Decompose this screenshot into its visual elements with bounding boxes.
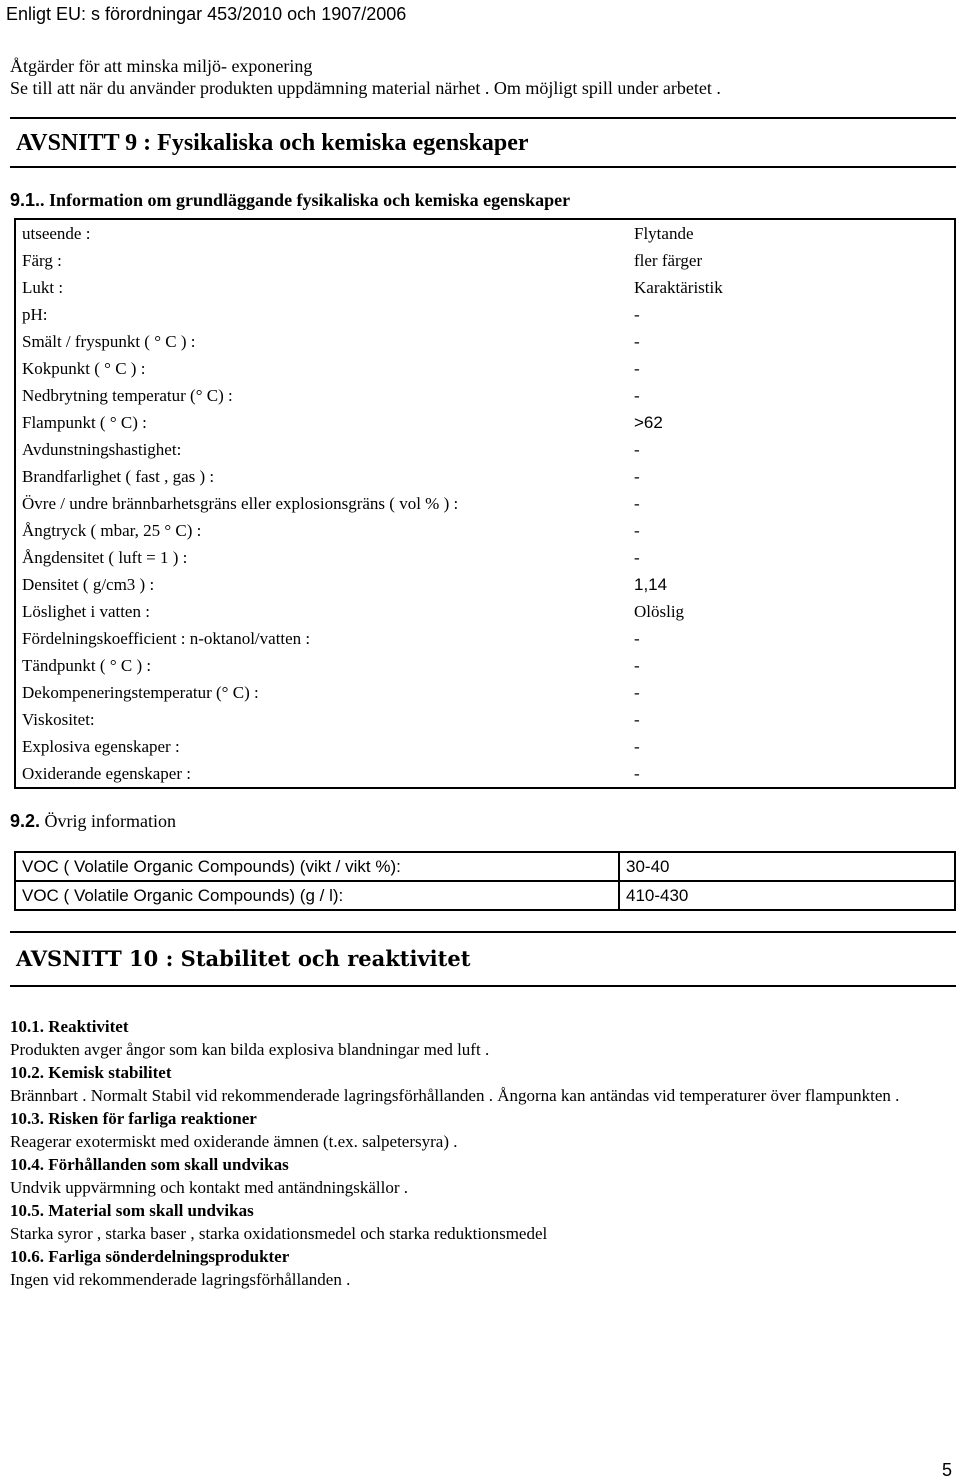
property-label: Oxiderande egenskaper :	[15, 760, 626, 788]
property-label: Flampunkt ( ° C) :	[15, 409, 626, 436]
subsection-text: Brännbart . Normalt Stabil vid rekommenderade lagringsförhållanden . Ångorna kan antändas vid temperaturer över flampunkten .	[10, 1086, 900, 1105]
properties-table	[14, 218, 956, 789]
subsection-text: Undvik uppvärmning och kontakt med antändningskällor .	[10, 1178, 409, 1197]
property-value: Flytande	[626, 219, 955, 247]
property-row	[15, 382, 955, 409]
property-value: -	[626, 706, 955, 733]
property-label: Fördelningskoefficient : n-oktanol/vatten :	[15, 625, 626, 652]
subsection-heading: 10.1. Reaktivitet	[10, 1017, 129, 1036]
property-row	[15, 625, 955, 652]
property-label: Ångtryck ( mbar, 25 ° C) :	[15, 517, 626, 544]
property-label: Nedbrytning temperatur (° C) :	[15, 382, 626, 409]
divider	[10, 117, 956, 119]
voc-value: 410-430	[619, 881, 955, 910]
voc-value: 30-40	[619, 852, 955, 881]
subsection-heading: 10.5. Material som skall undvikas	[10, 1201, 254, 1220]
measures-title: Åtgärder för att minska miljö- exponering	[10, 56, 313, 76]
page-header-title: Enligt EU: s förordningar 453/2010 och 1907/2006	[6, 4, 407, 24]
environmental-measures	[10, 55, 721, 99]
property-value: Olöslig	[626, 598, 955, 625]
property-value: -	[626, 490, 955, 517]
property-label: Avdunstningshastighet:	[15, 436, 626, 463]
property-value: fler färger	[626, 247, 955, 274]
subsection-title: Övrig information	[44, 811, 177, 831]
property-row	[15, 219, 955, 247]
property-row	[15, 760, 955, 788]
section-10-title: AVSNITT 10 : Stabilitet och reaktivitet	[16, 946, 471, 971]
subsection-heading: 10.2. Kemisk stabilitet	[10, 1063, 172, 1082]
subsection-text: Produkten avger ångor som kan bilda explosiva blandningar med luft .	[10, 1040, 490, 1059]
property-value: -	[626, 679, 955, 706]
divider	[10, 931, 956, 933]
property-label: Färg :	[15, 247, 626, 274]
property-value: -	[626, 382, 955, 409]
property-value: -	[626, 355, 955, 382]
property-label: pH:	[15, 301, 626, 328]
subsection-number: 9.2.	[10, 811, 41, 831]
property-row	[15, 463, 955, 490]
property-row	[15, 706, 955, 733]
property-label: Löslighet i vatten :	[15, 598, 626, 625]
property-value: -	[626, 544, 955, 571]
voc-row	[15, 881, 955, 910]
property-row	[15, 328, 955, 355]
page-number: 5	[941, 1460, 952, 1480]
property-value: 1,14	[626, 571, 955, 598]
property-value: >62	[626, 409, 955, 436]
subsection-9-2-heading	[10, 809, 176, 833]
property-value: -	[626, 301, 955, 328]
property-row	[15, 355, 955, 382]
property-row	[15, 490, 955, 517]
subsection-9-1-heading	[10, 188, 570, 212]
property-row	[15, 544, 955, 571]
voc-table	[14, 851, 956, 911]
property-label: Lukt :	[15, 274, 626, 301]
subsection-title: . Information om grundläggande fysikaliska och kemiska egenskaper	[40, 190, 571, 210]
subsection-text: Reagerar exotermiskt med oxiderande ämnen (t.ex. salpetersyra) .	[10, 1132, 458, 1151]
property-value: -	[626, 625, 955, 652]
measures-text: Se till att när du använder produkten uppdämning material närhet . Om möjligt spill under arbetet .	[10, 78, 721, 98]
property-label: Explosiva egenskaper :	[15, 733, 626, 760]
property-row	[15, 301, 955, 328]
property-row	[15, 598, 955, 625]
property-label: utseende :	[15, 219, 626, 247]
property-label: Brandfarlighet ( fast , gas ) :	[15, 463, 626, 490]
property-row	[15, 274, 955, 301]
property-label: Smält / fryspunkt ( ° C ) :	[15, 328, 626, 355]
voc-label: VOC ( Volatile Organic Compounds) (g / l):	[15, 881, 619, 910]
property-label: Densitet ( g/cm3 ) :	[15, 571, 626, 598]
property-row	[15, 517, 955, 544]
properties-table-body	[15, 219, 955, 788]
subsection-text: Starka syror , starka baser , starka oxidationsmedel och starka reduktionsmedel	[10, 1224, 548, 1243]
property-label: Kokpunkt ( ° C ) :	[15, 355, 626, 382]
property-row	[15, 436, 955, 463]
property-value: -	[626, 463, 955, 490]
property-row	[15, 409, 955, 436]
property-label: Dekompeneringstemperatur (° C) :	[15, 679, 626, 706]
property-row	[15, 247, 955, 274]
property-row	[15, 652, 955, 679]
property-row	[15, 733, 955, 760]
subsection-text: Ingen vid rekommenderade lagringsförhållanden .	[10, 1270, 351, 1289]
property-value: -	[626, 652, 955, 679]
divider	[10, 985, 956, 987]
subsection-heading: 10.6. Farliga sönderdelningsprodukter	[10, 1247, 290, 1266]
property-label: Tändpunkt ( ° C ) :	[15, 652, 626, 679]
subsection-heading: 10.4. Förhållanden som skall undvikas	[10, 1155, 289, 1174]
property-label: Viskositet:	[15, 706, 626, 733]
voc-row	[15, 852, 955, 881]
property-value: -	[626, 328, 955, 355]
voc-table-body	[15, 852, 955, 910]
voc-label: VOC ( Volatile Organic Compounds) (vikt / vikt %):	[15, 852, 619, 881]
property-value: -	[626, 733, 955, 760]
section-9-title: AVSNITT 9 : Fysikaliska och kemiska egenskaper	[16, 130, 529, 156]
subsection-heading: 10.3. Risken för farliga reaktioner	[10, 1109, 257, 1128]
property-value: -	[626, 436, 955, 463]
property-label: Ångdensitet ( luft = 1 ) :	[15, 544, 626, 571]
subsection-number: 9.1.	[10, 190, 41, 210]
property-value: Karaktäristik	[626, 274, 955, 301]
property-value: -	[626, 760, 955, 788]
property-row	[15, 571, 955, 598]
property-value: -	[626, 517, 955, 544]
property-label: Övre / undre brännbarhetsgräns eller explosionsgräns ( vol % ) :	[15, 490, 626, 517]
section-10-content	[10, 1015, 899, 1291]
divider	[10, 166, 956, 168]
property-row	[15, 679, 955, 706]
